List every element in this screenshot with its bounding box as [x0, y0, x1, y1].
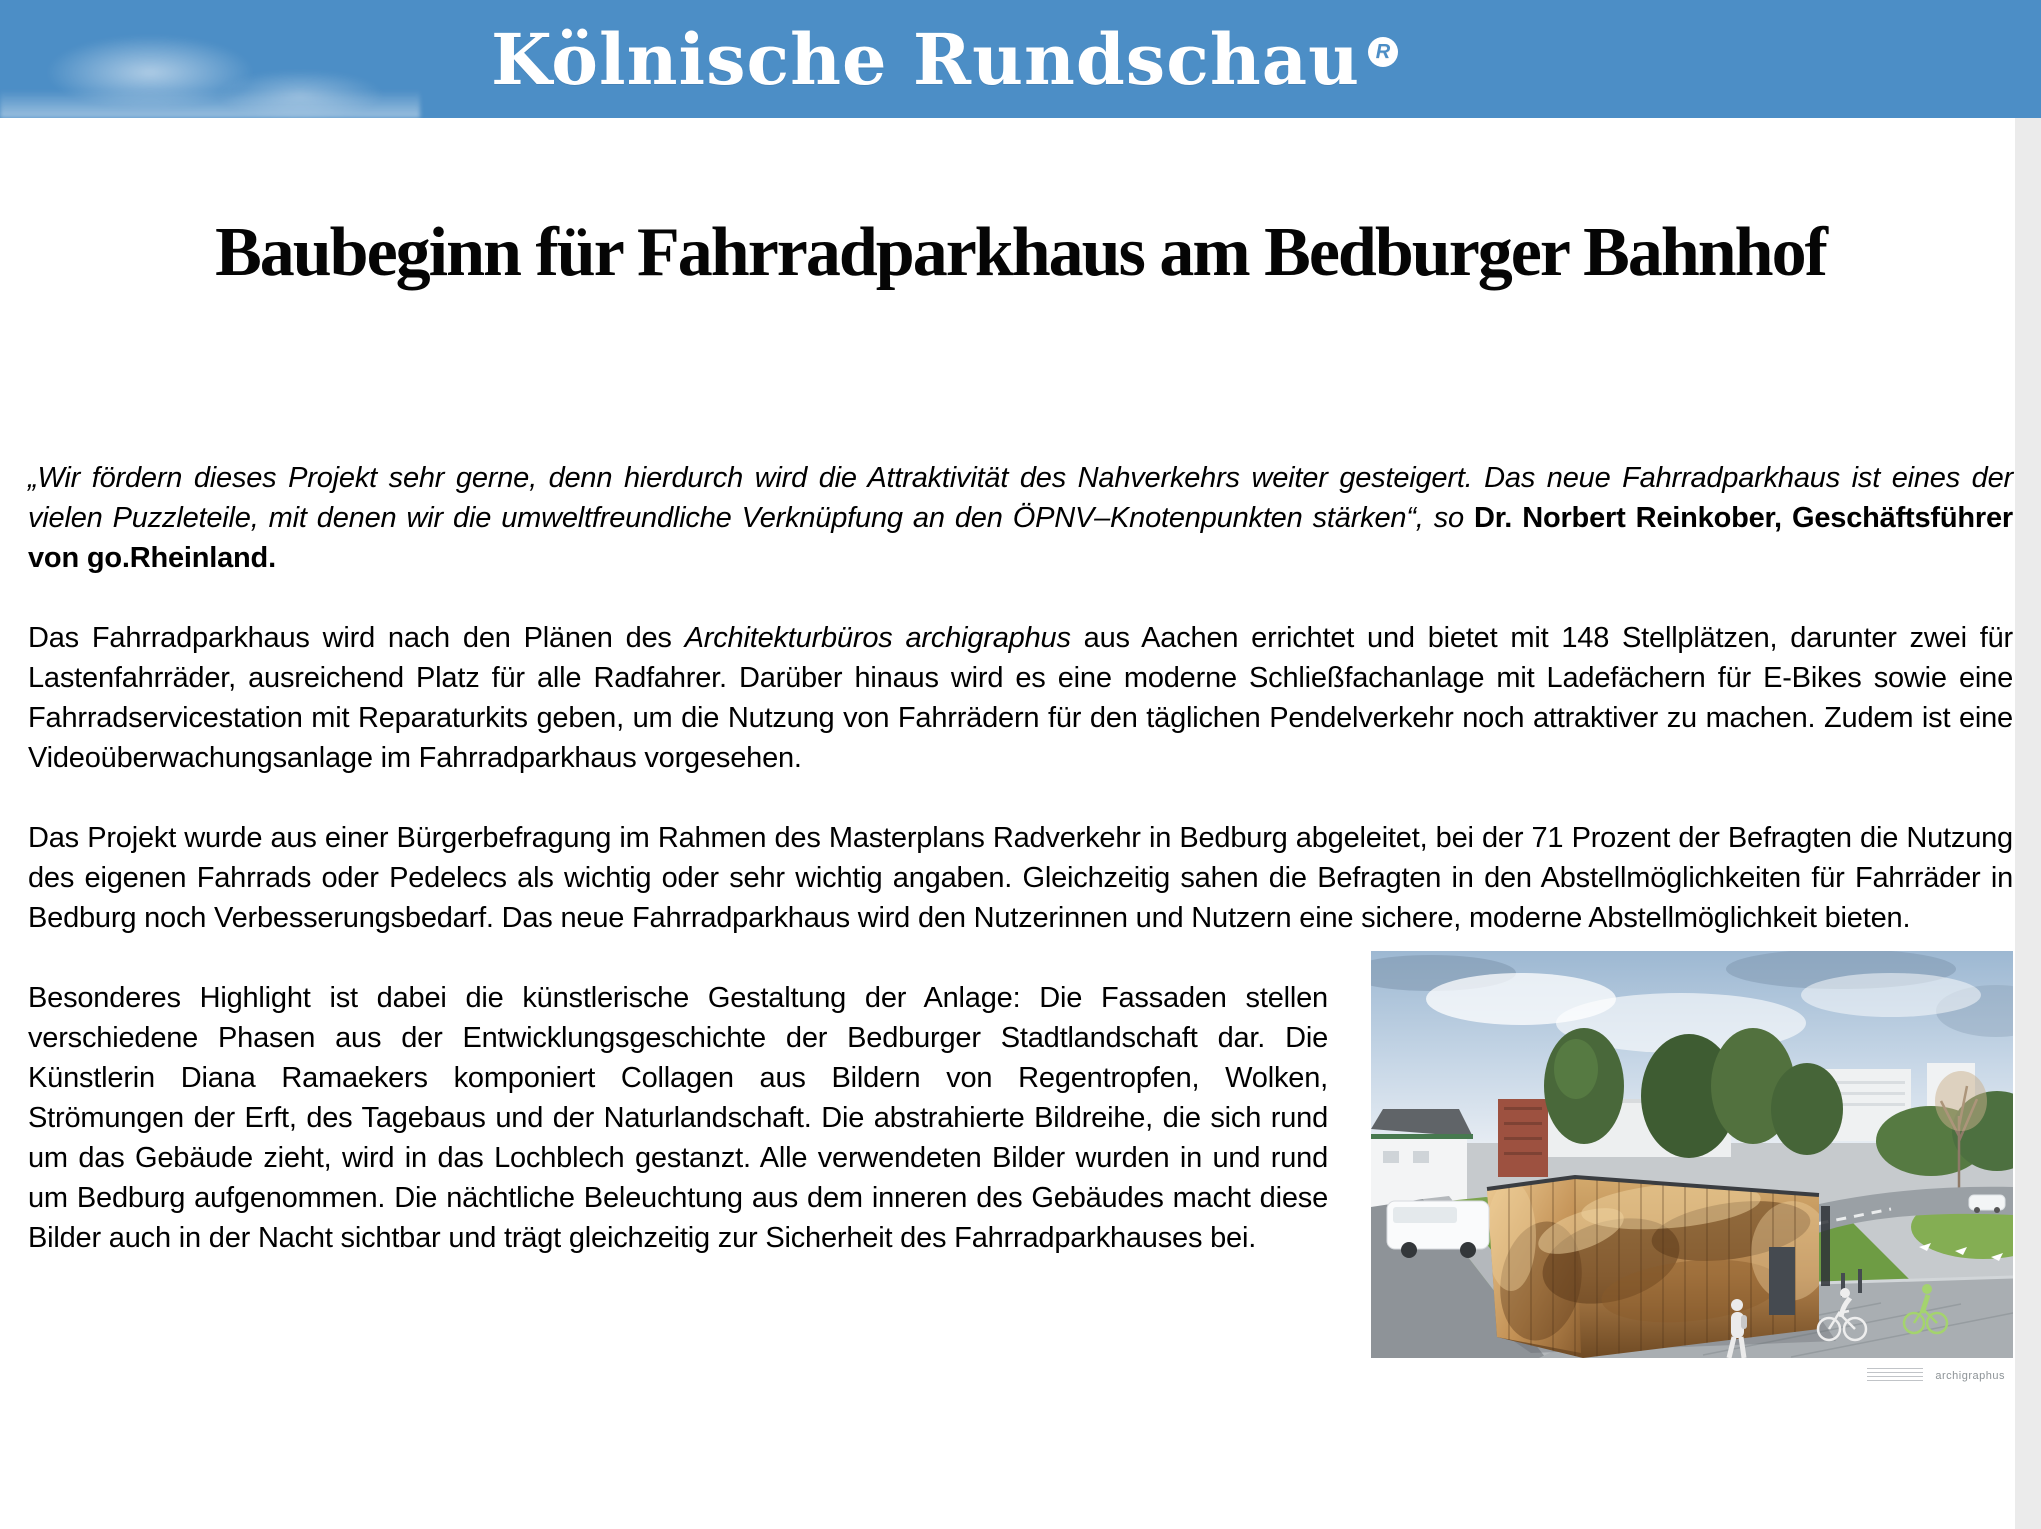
masthead-watermark	[0, 90, 420, 118]
paragraph-survey: Das Projekt wurde aus einer Bürgerbefragung im Rahmen des Masterplans Radverkehr in Bedburg abgeleitet, bei der 71 Prozent der Befragten die Nutzung des eigenen Fahrrads oder Pedelecs als wichtig oder sehr wichtig angaben. Gleichzeitig sahen die Befragten in den Abstellmöglichkeiten für Fahrräder in Bedburg noch Verbesserungsbedarf. Das neue Fahrradparkhaus wird den Nutzerinnen und Nutzern eine sichere, moderne Abstellmöglichkeit bieten.	[28, 822, 2013, 934]
bus	[1387, 1201, 1489, 1258]
registered-trademark-icon: R	[1368, 37, 1398, 67]
paragraph-quote: „Wir fördern dieses Projekt sehr gerne, denn hierdurch wird die Attraktivität des Nahverkehrs weiter gesteigert. Das neue Fahrradparkhaus ist eines der vielen Puzzleteile, mit denen wir die umweltfreundliche Verknüpfung an den ÖPNV–Knotenpunkten stärken“, so Dr. Norbert Reinkober, Geschäftsführer von go.Rheinland.	[28, 462, 2013, 574]
article-image	[1371, 945, 2013, 1393]
bicycle-garage-building	[1486, 1175, 1862, 1358]
fahrradparkhaus-rendering	[1371, 951, 2013, 1358]
image-credit-smallprint	[1867, 1368, 1923, 1383]
brand-logo	[491, 18, 1398, 101]
masthead-watermark	[45, 35, 255, 110]
article	[28, 118, 2013, 1529]
page-edge-strip	[2015, 118, 2041, 1529]
masthead	[0, 0, 2041, 118]
brand-logo-text: Kölnische Rundschau	[491, 17, 1360, 101]
building-door	[1769, 1247, 1795, 1315]
image-caption	[1371, 1358, 2013, 1393]
masthead-watermark	[215, 70, 385, 118]
car	[1969, 1195, 2005, 1213]
article-headline: Baubeginn für Fahrradparkhaus am Bedburger Bahnhof	[215, 214, 1826, 291]
paragraph-art: Besonderes Highlight ist dabei die künstlerische Gestaltung der Anlage: Die Fassaden stellen verschiedene Phasen aus der Entwicklungsgeschichte der Bedburger Stadtlandschaft dar. Die Künstlerin Diana Ramaekers komponiert Collagen aus Bildern von Regentropfen, Wolken, Strömungen der Erft, des Tagebaus und der Naturlandschaft. Die abstrahierte Bildreihe, die sich rund um das Gebäude zieht, wird in das Lochblech gestanzt. Alle verwendeten Bilder wurden in und rund um Bedburg aufgenommen. Die nächtliche Beleuchtung aus dem inneren des Gebäudes macht diese Bilder auch in der Nacht sichtbar und trägt gleichzeitig zur Sicherheit des Fahrradparkhauses bei.	[28, 982, 1328, 1254]
image-credit: archigraphus	[1935, 1369, 2005, 1382]
paragraph-plans: Das Fahrradparkhaus wird nach den Plänen des Architekturbüros archigraphus aus Aachen errichtet und bietet mit 148 Stellplätzen, darunter zwei für Lastenfahrräder, ausreichend Platz für alle Radfahrer. Darüber hinaus wird es eine moderne Schließfachanlage mit Ladefächern für E-Bikes sowie eine Fahrradservicestation mit Reparaturkits geben, um die Nutzung von Fahrrädern für den täglichen Pendelverkehr noch attraktiver zu machen. Zudem ist eine Videoüberwachungsanlage im Fahrradparkhaus vorgesehen.	[28, 622, 2013, 774]
